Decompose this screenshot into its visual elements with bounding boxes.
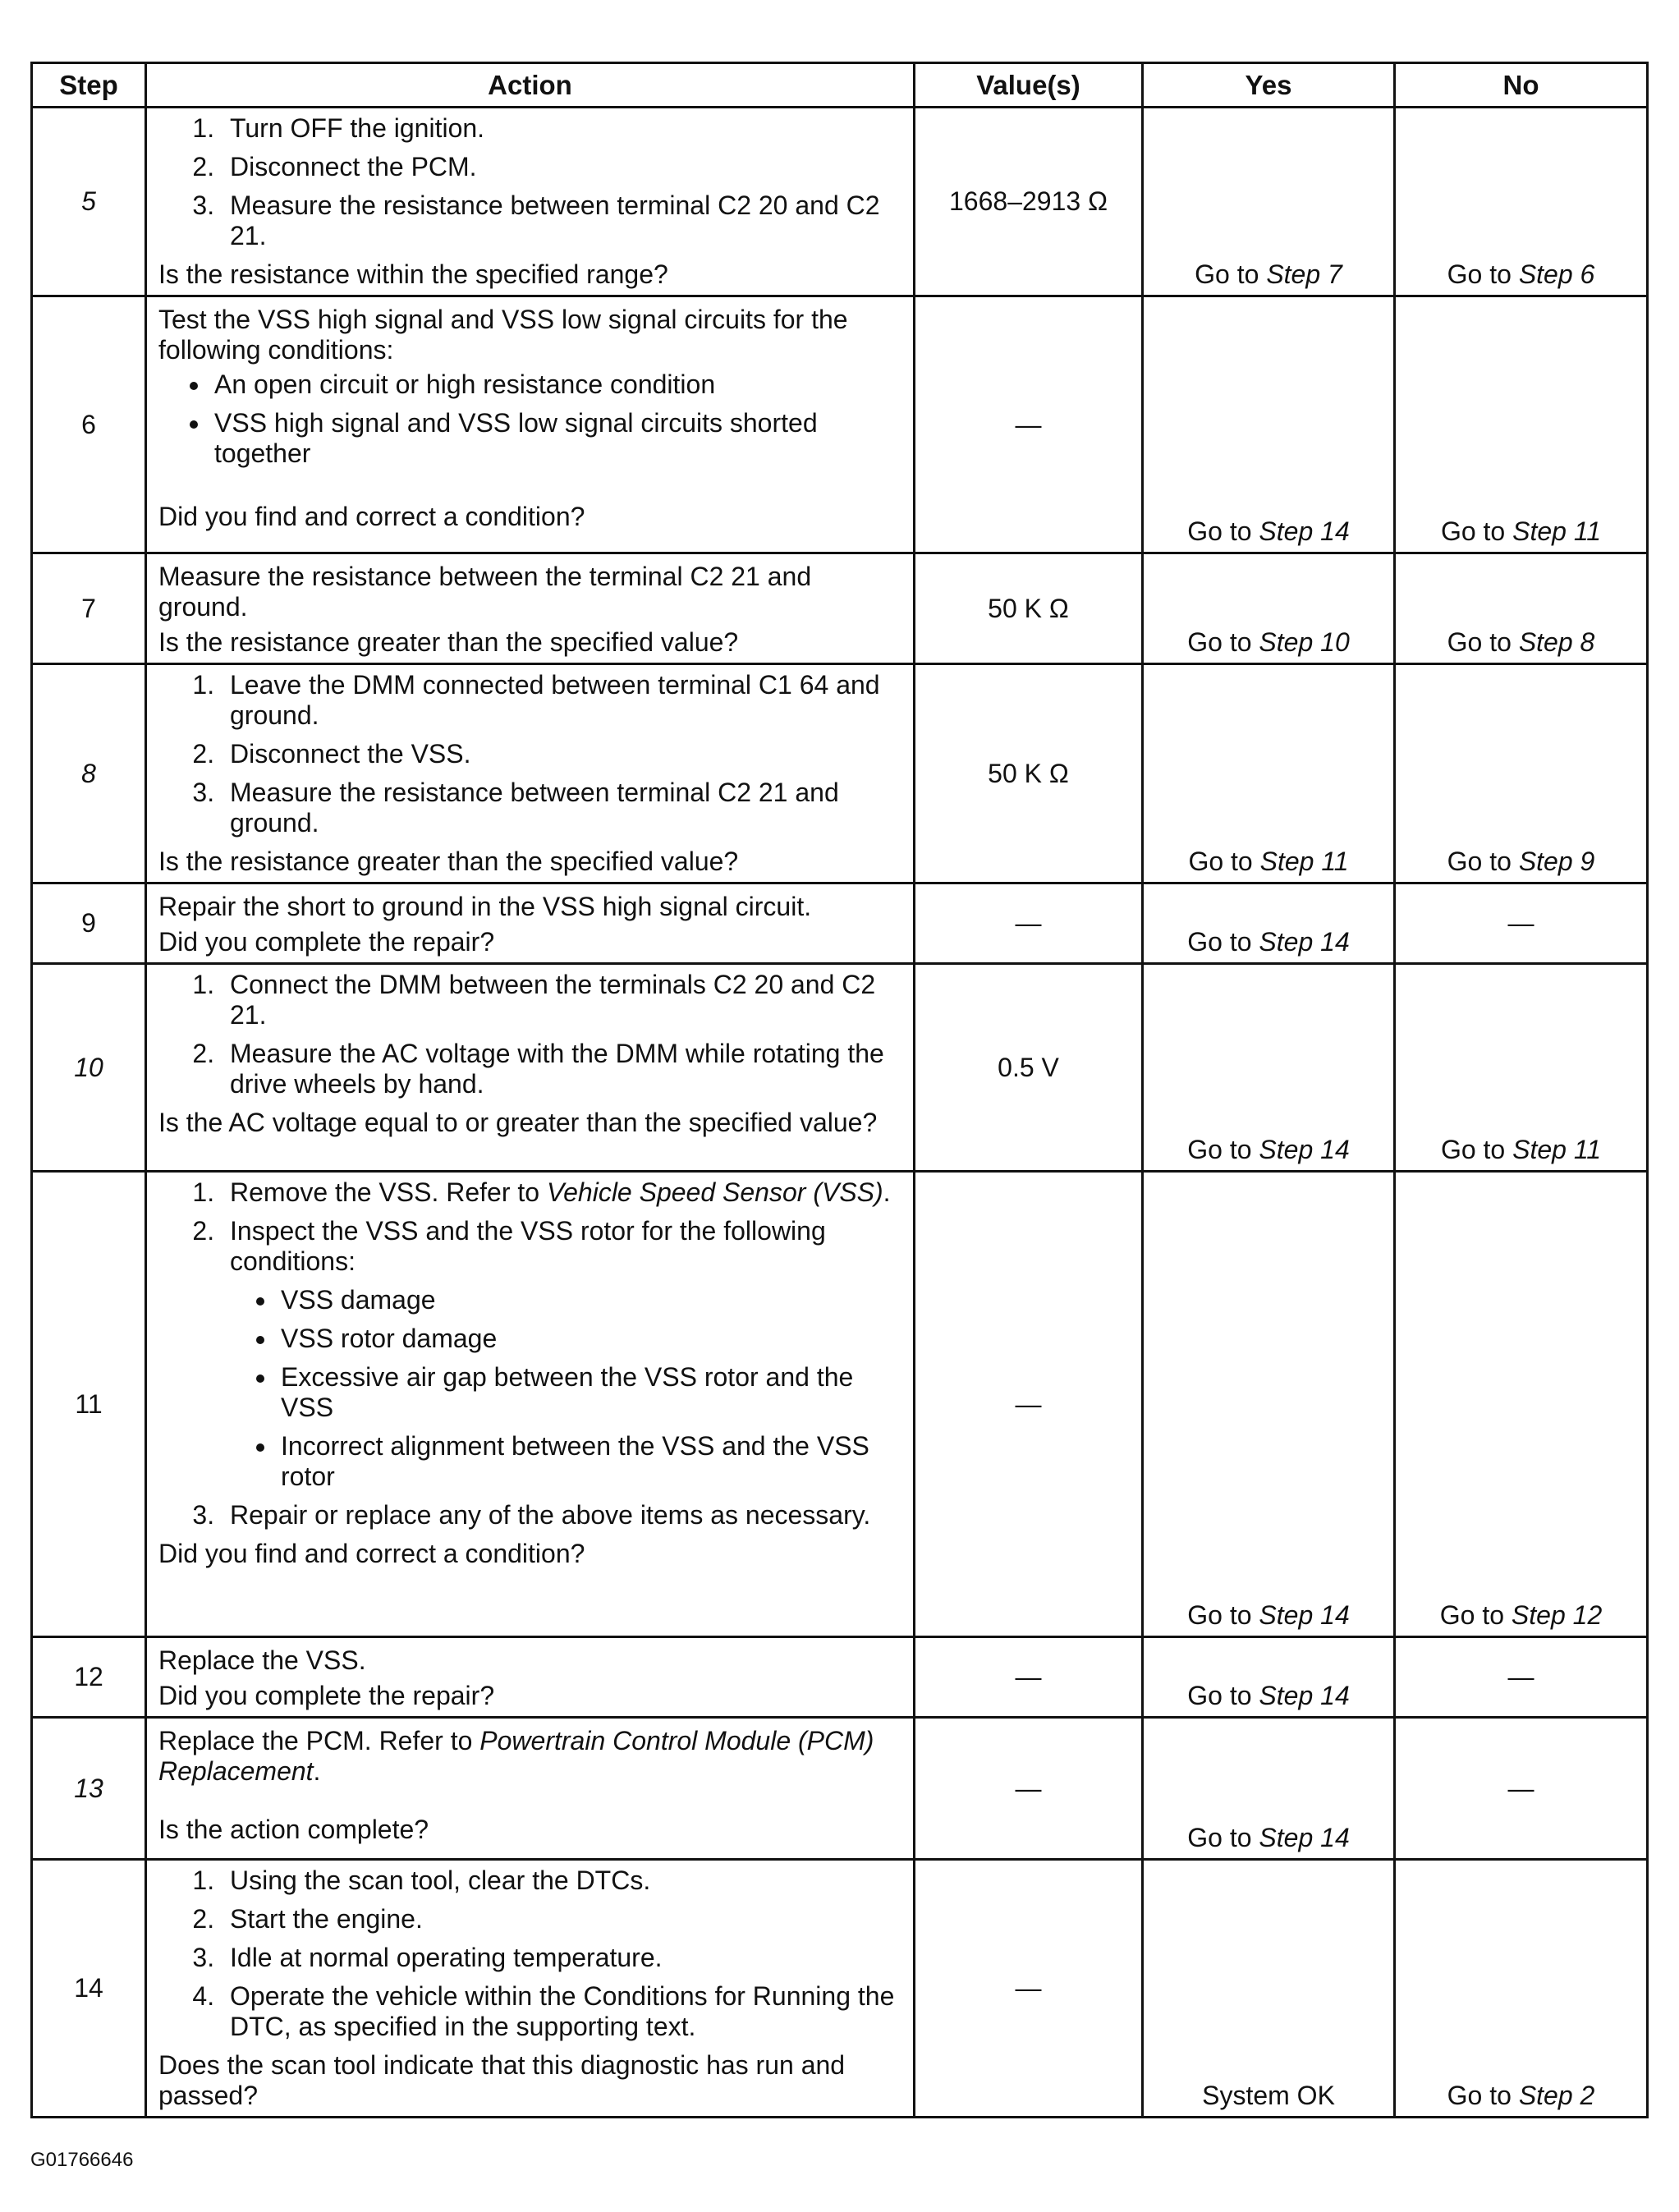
action-cell [146, 1637, 915, 1718]
goto-prefix: Go to [1447, 627, 1512, 657]
action-step-suffix: . [883, 1177, 891, 1207]
reference-link[interactable]: Vehicle Speed Sensor (VSS) [546, 1177, 883, 1207]
no-cell [1395, 1860, 1648, 2118]
action-text: Replace the VSS. [158, 1645, 366, 1675]
yes-cell [1143, 883, 1395, 964]
table-header-row [32, 63, 1648, 108]
action-question: Did you find and correct a condition? [158, 502, 585, 531]
value-cell: — [915, 1860, 1143, 2118]
action-bullet: • An open circuit or high resistance condition [211, 369, 901, 400]
action-bullet: • VSS rotor damage [278, 1324, 901, 1354]
action-step: 1. Using the scan tool, clear the DTCs. [222, 1866, 901, 1896]
goto-prefix: Go to [1187, 1135, 1252, 1164]
action-text-prefix: Replace the PCM. Refer to [158, 1726, 473, 1755]
action-cell [146, 1172, 915, 1637]
action-bullet: • Excessive air gap between the VSS rotor and the VSS [278, 1362, 901, 1423]
no-cell [1395, 964, 1648, 1172]
yes-cell [1143, 553, 1395, 664]
value-cell: — [915, 296, 1143, 553]
goto-prefix: Go to [1188, 847, 1253, 876]
value-cell: — [915, 1637, 1143, 1718]
goto-step-link[interactable]: Step 7 [1266, 259, 1342, 289]
value-cell: 50 K Ω [915, 553, 1143, 664]
action-bullets [230, 1285, 901, 1492]
action-cell [146, 1718, 915, 1860]
table-row [32, 553, 1648, 664]
value-cell: 50 K Ω [915, 664, 1143, 883]
action-cell [146, 664, 915, 883]
no-cell: — [1395, 883, 1648, 964]
action-text: Measure the resistance between the terminal C2 21 and ground. [158, 562, 812, 622]
step-number: 10 [32, 964, 146, 1172]
no-cell [1395, 1172, 1648, 1637]
step-number: 5 [32, 108, 146, 296]
goto-step-link[interactable]: Step 6 [1518, 259, 1595, 289]
yes-cell [1143, 664, 1395, 883]
value-cell: — [915, 1718, 1143, 1860]
goto-step-link[interactable]: Step 11 [1512, 1135, 1602, 1164]
goto-prefix: Go to [1440, 516, 1506, 546]
action-step-text: Remove the VSS. Refer to [230, 1177, 540, 1207]
reference-link[interactable]: Powertrain Control Module (PCM) Replacement [158, 1726, 874, 1786]
step-number: 7 [32, 553, 146, 664]
action-steps [158, 113, 901, 251]
no-cell: — [1395, 1637, 1648, 1718]
action-step: 1. Leave the DMM connected between terminal C1 64 and ground. [222, 670, 901, 731]
action-step [222, 1216, 901, 1492]
goto-step-link[interactable]: Step 11 [1259, 847, 1349, 876]
action-bullet: • VSS damage [278, 1285, 901, 1315]
goto-prefix: Go to [1439, 1600, 1505, 1630]
value-cell: 1668–2913 Ω [915, 108, 1143, 296]
no-cell: — [1395, 1718, 1648, 1860]
goto-step-link[interactable]: Step 14 [1259, 1600, 1350, 1630]
action-text: Repair the short to ground in the VSS high signal circuit. [158, 892, 812, 921]
goto-step-link[interactable]: Step 8 [1518, 627, 1595, 657]
table-row [32, 108, 1648, 296]
goto-prefix: Go to [1195, 259, 1259, 289]
no-cell [1395, 108, 1648, 296]
yes-cell [1143, 108, 1395, 296]
action-bullet: • VSS high signal and VSS low signal circuits shorted together [211, 408, 901, 469]
action-steps [158, 970, 901, 1099]
action-cell [146, 883, 915, 964]
action-text-suffix: . [313, 1756, 321, 1786]
goto-prefix: Go to [1187, 927, 1252, 957]
diagnostic-table [30, 62, 1649, 2118]
value-cell: — [915, 1172, 1143, 1637]
step-number: 13 [32, 1718, 146, 1860]
goto-step-link[interactable]: Step 12 [1511, 1600, 1603, 1630]
yes-cell: System OK [1143, 1860, 1395, 2118]
action-bullet: • Incorrect alignment between the VSS and the VSS rotor [278, 1431, 901, 1492]
yes-cell [1143, 1172, 1395, 1637]
header-values: Value(s) [915, 63, 1143, 108]
goto-prefix: Go to [1187, 516, 1252, 546]
header-action: Action [146, 63, 915, 108]
table-row [32, 296, 1648, 553]
goto-prefix: Go to [1187, 1681, 1252, 1710]
action-cell [146, 1860, 915, 2118]
action-question: Is the AC voltage equal to or greater than the specified value? [158, 1108, 878, 1137]
action-cell [146, 964, 915, 1172]
action-step: 1. Turn OFF the ignition. [222, 113, 901, 144]
table-row [32, 1860, 1648, 2118]
step-number: 9 [32, 883, 146, 964]
step-number: 14 [32, 1860, 146, 2118]
action-step: 2. Disconnect the PCM. [222, 152, 901, 182]
action-bullets [158, 369, 901, 469]
action-question: Did you complete the repair? [158, 1681, 495, 1710]
yes-cell [1143, 1718, 1395, 1860]
no-cell [1395, 553, 1648, 664]
goto-prefix: Go to [1447, 259, 1512, 289]
action-question: Is the resistance within the specified range? [158, 259, 668, 289]
action-step: 2. Measure the AC voltage with the DMM while rotating the drive wheels by hand. [222, 1039, 901, 1099]
no-cell [1395, 664, 1648, 883]
goto-step-link[interactable]: Step 2 [1518, 2081, 1595, 2110]
action-step-text: Inspect the VSS and the VSS rotor for the following conditions: [230, 1216, 826, 1276]
action-cell [146, 108, 915, 296]
action-step: 3. Measure the resistance between terminal C2 20 and C2 21. [222, 190, 901, 251]
action-step: 4. Operate the vehicle within the Conditions for Running the DTC, as specified in the supporting text. [222, 1981, 901, 2042]
table-row [32, 964, 1648, 1172]
goto-prefix: Go to [1447, 847, 1512, 876]
table-row [32, 883, 1648, 964]
goto-prefix: Go to [1440, 1135, 1506, 1164]
goto-step-link[interactable]: Step 14 [1259, 927, 1350, 957]
action-question: Is the resistance greater than the specified value? [158, 627, 739, 657]
action-step: 2. Disconnect the VSS. [222, 739, 901, 769]
no-cell [1395, 296, 1648, 553]
goto-step-link[interactable]: Step 9 [1518, 847, 1595, 876]
action-text: Test the VSS high signal and VSS low signal circuits for the following conditions: [158, 305, 848, 365]
action-question: Did you complete the repair? [158, 927, 495, 957]
figure-id: G01766646 [30, 2149, 134, 2171]
header-step: Step [32, 63, 146, 108]
goto-prefix: Go to [1187, 1823, 1252, 1852]
step-number: 11 [32, 1172, 146, 1637]
table-row [32, 1172, 1648, 1637]
yes-cell [1143, 296, 1395, 553]
action-step: 3. Repair or replace any of the above items as necessary. [222, 1500, 901, 1531]
action-step [222, 1177, 901, 1208]
goto-step-link[interactable]: Step 11 [1512, 516, 1602, 546]
action-question: Is the action complete? [158, 1815, 429, 1844]
action-step: 1. Connect the DMM between the terminals C2 20 and C2 21. [222, 970, 901, 1030]
step-number: 6 [32, 296, 146, 553]
yes-cell [1143, 964, 1395, 1172]
action-steps [158, 1177, 901, 1531]
action-text [158, 1726, 901, 1787]
table-row [32, 1718, 1648, 1860]
goto-prefix: Go to [1187, 627, 1252, 657]
action-step: 3. Idle at normal operating temperature. [222, 1943, 901, 1973]
step-number: 8 [32, 664, 146, 883]
action-step: 3. Measure the resistance between terminal C2 21 and ground. [222, 778, 901, 838]
goto-prefix: Go to [1447, 2081, 1512, 2110]
goto-step-link[interactable]: Step 14 [1259, 1135, 1350, 1164]
action-steps [158, 670, 901, 838]
header-no: No [1395, 63, 1648, 108]
goto-step-link[interactable]: Step 14 [1259, 1823, 1350, 1852]
goto-prefix: Go to [1187, 1600, 1252, 1630]
value-cell: 0.5 V [915, 964, 1143, 1172]
action-question: Does the scan tool indicate that this diagnostic has run and passed? [158, 2050, 846, 2110]
action-question: Did you find and correct a condition? [158, 1539, 585, 1568]
table-row [32, 664, 1648, 883]
action-cell [146, 296, 915, 553]
action-question: Is the resistance greater than the specified value? [158, 847, 739, 876]
table-row [32, 1637, 1648, 1718]
action-cell [146, 553, 915, 664]
step-number: 12 [32, 1637, 146, 1718]
action-step: 2. Start the engine. [222, 1904, 901, 1934]
action-steps [158, 1866, 901, 2042]
goto-step-link[interactable]: Step 14 [1259, 516, 1350, 546]
header-yes: Yes [1143, 63, 1395, 108]
goto-step-link[interactable]: Step 14 [1259, 1681, 1350, 1710]
goto-step-link[interactable]: Step 10 [1259, 627, 1350, 657]
yes-cell [1143, 1637, 1395, 1718]
value-cell: — [915, 883, 1143, 964]
